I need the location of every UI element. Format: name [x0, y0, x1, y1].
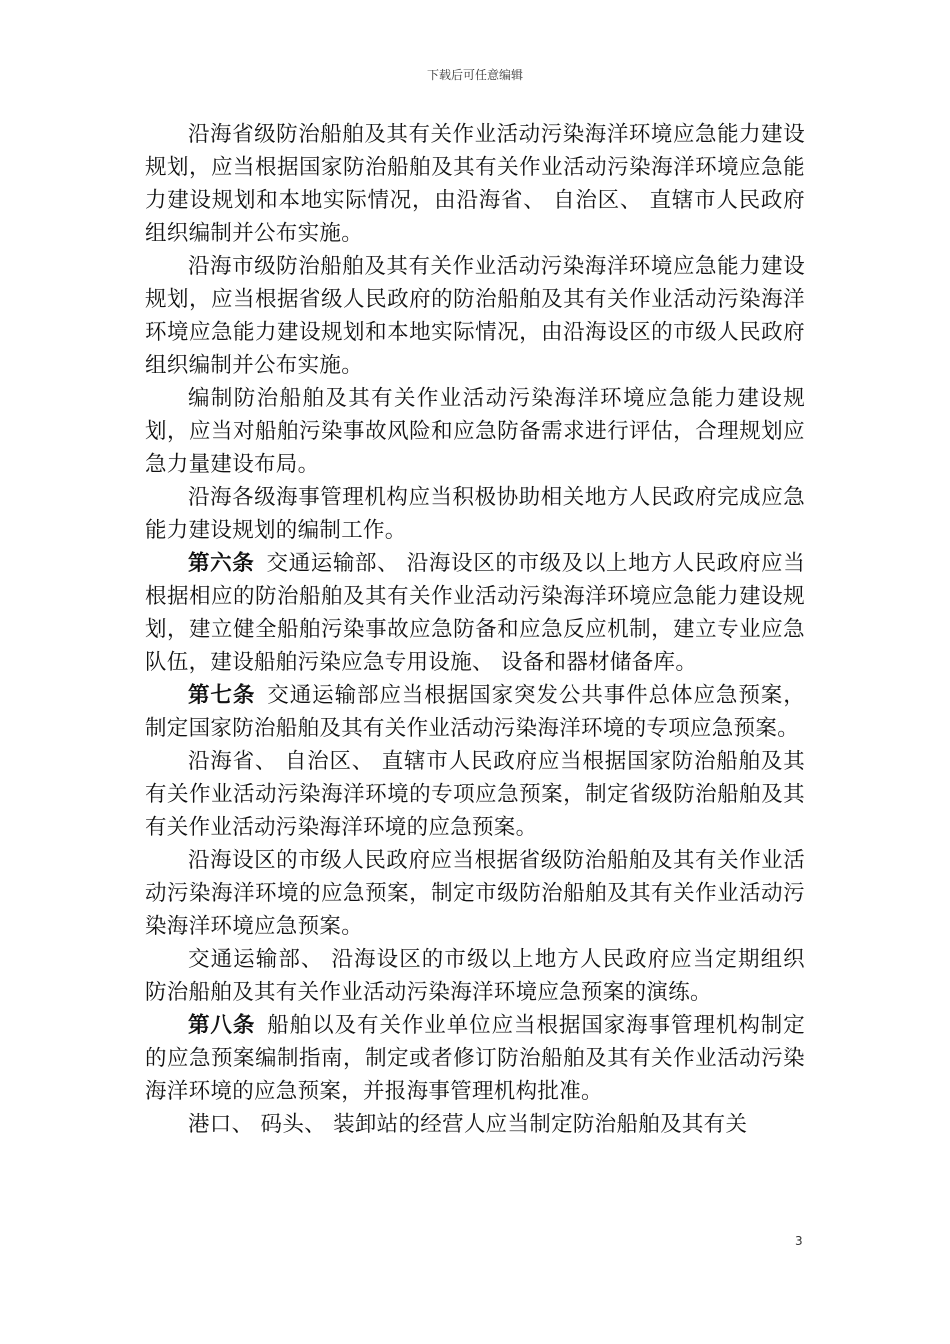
- paragraph-text: 沿海省级防治船舶及其有关作业活动污染海洋环境应急能力建设规划，应当根据国家防治船舶及其有关作业活动污染海洋环境应急能力建设规划和本地实际情况，由沿海省、 自治区、 直辖市人民政府组织编制并公布实施。: [145, 122, 805, 246]
- paragraph-text: 船舶以及有关作业单位应当根据国家海事管理机构制定的应急预案编制指南，制定或者修订防治船舶及其有关作业活动污染海洋环境的应急预案，并报海事管理机构批准。: [145, 1013, 805, 1104]
- page-header: 下载后可任意编辑: [426, 68, 523, 82]
- paragraph: [145, 547, 805, 679]
- paragraph-text: 沿海市级防治船舶及其有关作业活动污染海洋环境应急能力建设规划，应当根据省级人民政府的防治船舶及其有关作业活动污染海洋环境应急能力建设规划和本地实际情况，由沿海设区的市级人民政府组织编制并公布实施。: [145, 254, 805, 378]
- article-number: 第七条: [188, 683, 256, 708]
- paragraph-text: 交通运输部应当根据国家突发公共事件总体应急预案，制定国家防治船舶及其有关作业活动污染海洋环境的专项应急预案。: [145, 683, 805, 741]
- paragraph-text: 港口、 码头、 装卸站的经营人应当制定防治船舶及其有关: [188, 1112, 748, 1137]
- paragraph: [145, 844, 805, 943]
- paragraph-text: 编制防治船舶及其有关作业活动污染海洋环境应急能力建设规划，应当对船舶污染事故风险和应急防备需求进行评估，合理规划应急力量建设布局。: [145, 386, 805, 477]
- paragraph: [145, 481, 805, 547]
- article-number: 第八条: [188, 1013, 256, 1038]
- body-text: [145, 118, 805, 1141]
- paragraph: [145, 1009, 805, 1108]
- paragraph: [145, 679, 805, 745]
- paragraph: [145, 250, 805, 382]
- paragraph-text: 沿海各级海事管理机构应当积极协助相关地方人民政府完成应急能力建设规划的编制工作。: [145, 485, 805, 543]
- paragraph: [145, 382, 805, 481]
- page-number: 3: [795, 1234, 803, 1248]
- paragraph-text: 交通运输部、 沿海设区的市级及以上地方人民政府应当根据相应的防治船舶及其有关作业活动污染海洋环境应急能力建设规划，建立健全船舶污染事故应急防备和应急反应机制，建立专业应急队伍，建设船舶污染应急专用设施、 设备和器材储备库。: [145, 551, 805, 675]
- article-number: 第六条: [188, 551, 255, 576]
- paragraph: [145, 943, 805, 1009]
- paragraph: [145, 745, 805, 844]
- paragraph: [145, 1108, 805, 1141]
- paragraph-text: 交通运输部、 沿海设区的市级以上地方人民政府应当定期组织防治船舶及其有关作业活动污染海洋环境应急预案的演练。: [145, 947, 805, 1005]
- paragraph: [145, 118, 805, 250]
- paragraph-text: 沿海省、 自治区、 直辖市人民政府应当根据国家防治船舶及其有关作业活动污染海洋环境的专项应急预案，制定省级防治船舶及其有关作业活动污染海洋环境的应急预案。: [145, 749, 805, 840]
- paragraph-text: 沿海设区的市级人民政府应当根据省级防治船舶及其有关作业活动污染海洋环境的应急预案，制定市级防治船舶及其有关作业活动污染海洋环境应急预案。: [145, 848, 805, 939]
